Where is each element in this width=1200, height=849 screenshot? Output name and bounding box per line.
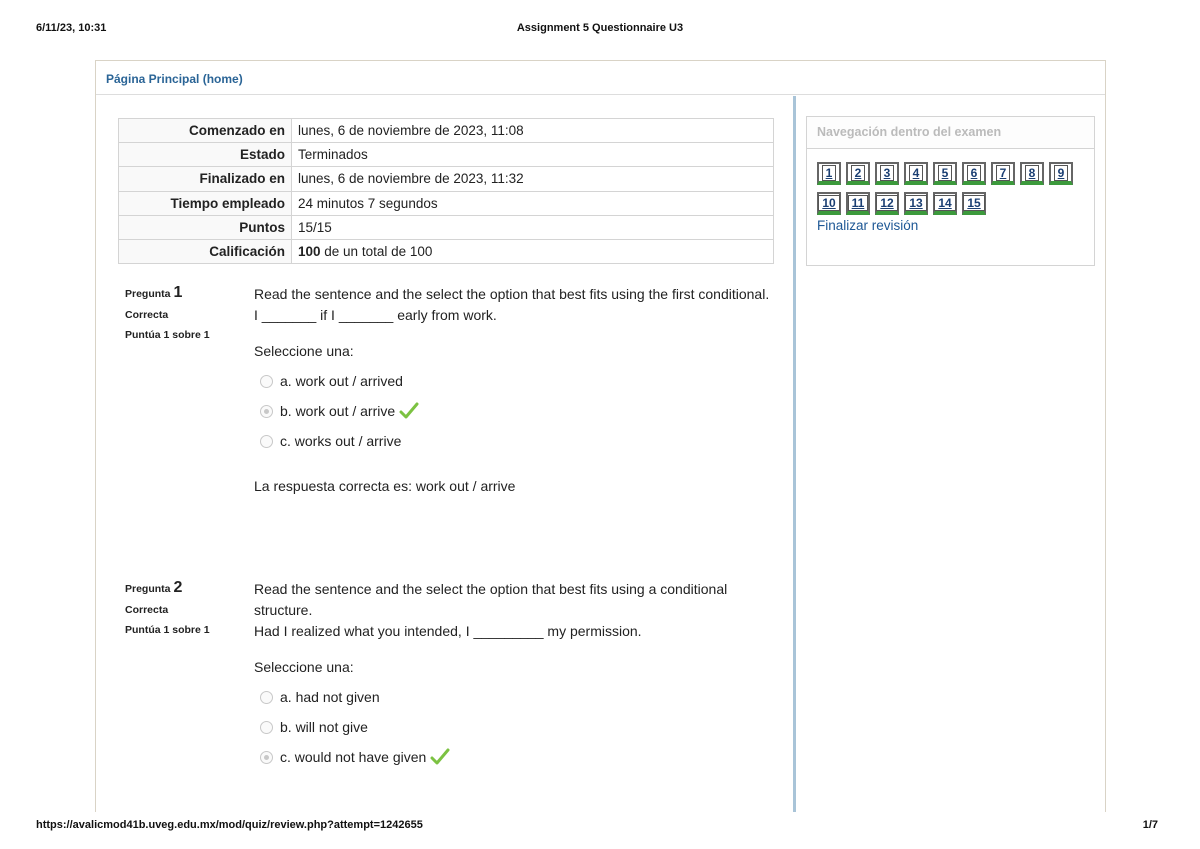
grade-value: 100 <box>298 244 321 260</box>
select-prompt: Seleccione una: <box>254 343 354 359</box>
answer-option-b[interactable] <box>254 712 774 742</box>
summary-row-points <box>119 215 774 239</box>
answer-label: a. work out / arrived <box>280 372 403 389</box>
navbar <box>96 61 1105 95</box>
print-document-title: Assignment 5 Questionnaire U3 <box>516 22 684 34</box>
quiz-navigation-block <box>806 116 1095 266</box>
quiz-nav-button[interactable]: 1 <box>817 162 841 185</box>
summary-label: Tiempo empleado <box>119 191 292 215</box>
summary-row-finished <box>119 167 774 191</box>
quiz-navigation-title: Navegación dentro del examen <box>807 117 1094 149</box>
radio-button-selected[interactable] <box>260 751 273 764</box>
answer-label: b. work out / arrive <box>280 402 396 419</box>
summary-value: 24 minutos 7 segundos <box>292 191 774 215</box>
summary-row-grade <box>119 239 774 263</box>
answer-options <box>254 366 774 456</box>
quiz-nav-button[interactable]: 13 <box>904 192 928 215</box>
print-datetime: 6/11/23, 10:31 <box>36 22 107 34</box>
question-sentence: I _______ if I _______ early from work. <box>254 307 497 323</box>
grade-total: de un total de 100 <box>320 244 433 260</box>
finish-review-link[interactable]: Finalizar revisión <box>817 218 919 233</box>
quiz-nav-button[interactable]: 8 <box>1020 162 1044 185</box>
question-text: Read the sentence and the select the option that best fits using a conditional structure. <box>254 581 728 618</box>
quiz-nav-button[interactable]: 4 <box>904 162 928 185</box>
quiz-nav-button[interactable]: 10 <box>817 192 841 215</box>
quiz-review-page <box>95 60 1106 812</box>
quiz-nav-button[interactable]: 5 <box>933 162 957 185</box>
answer-label: b. will not give <box>280 718 368 735</box>
summary-label: Finalizado en <box>119 167 292 191</box>
summary-row-started <box>119 119 774 143</box>
answer-option-a[interactable] <box>254 366 774 396</box>
question-grade: Puntúa 1 sobre 1 <box>125 329 210 341</box>
question-state: Correcta <box>125 604 169 616</box>
quiz-nav-button[interactable]: 2 <box>846 162 870 185</box>
correct-check-icon <box>430 748 450 766</box>
answer-option-a[interactable] <box>254 682 774 712</box>
correct-check-icon <box>399 402 419 420</box>
quiz-nav-button[interactable]: 7 <box>991 162 1015 185</box>
summary-value: 15/15 <box>292 215 774 239</box>
attempt-summary-table <box>118 118 774 264</box>
quiz-nav-button[interactable]: 14 <box>933 192 957 215</box>
question-info <box>125 579 245 636</box>
question-text: Read the sentence and the select the option that best fits using the first conditional. <box>254 286 770 302</box>
quiz-navigation-buttons <box>807 149 1082 222</box>
answer-option-b[interactable] <box>254 396 774 426</box>
answer-options <box>254 682 774 772</box>
home-link[interactable]: Página Principal (home) <box>106 72 243 86</box>
radio-button-selected[interactable] <box>260 405 273 418</box>
summary-value: lunes, 6 de noviembre de 2023, 11:08 <box>292 119 774 143</box>
question-number: 1 <box>173 284 183 301</box>
radio-button[interactable] <box>260 375 273 388</box>
summary-row-time-taken <box>119 191 774 215</box>
summary-value: lunes, 6 de noviembre de 2023, 11:32 <box>292 167 774 191</box>
question-number: 2 <box>173 579 183 596</box>
radio-button[interactable] <box>260 435 273 448</box>
quiz-nav-button[interactable]: 11 <box>846 192 870 215</box>
quiz-nav-button[interactable]: 6 <box>962 162 986 185</box>
summary-value: Terminados <box>292 143 774 167</box>
question-grade: Puntúa 1 sobre 1 <box>125 624 210 636</box>
question-label: Pregunta <box>125 288 171 300</box>
answer-option-c[interactable] <box>254 426 774 456</box>
question-content <box>254 284 774 497</box>
summary-label: Comenzado en <box>119 119 292 143</box>
question-content <box>254 579 774 772</box>
quiz-nav-button[interactable]: 3 <box>875 162 899 185</box>
radio-button[interactable] <box>260 691 273 704</box>
print-url: https://avalicmod41b.uveg.edu.mx/mod/quiz/review.php?attempt=1242655 <box>36 819 423 831</box>
question-sentence: Had I realized what you intended, I _________ my permission. <box>254 623 642 639</box>
correct-answer-feedback: La respuesta correcta es: work out / arrive <box>254 478 516 494</box>
quiz-nav-button[interactable]: 15 <box>962 192 986 215</box>
summary-label: Calificación <box>119 239 292 263</box>
answer-label: c. would not have given <box>280 748 427 765</box>
print-page-number: 1/7 <box>1142 819 1158 831</box>
summary-row-state <box>119 143 774 167</box>
quiz-nav-button[interactable]: 12 <box>875 192 899 215</box>
quiz-nav-button[interactable]: 9 <box>1049 162 1073 185</box>
sidebar-divider <box>793 96 796 812</box>
answer-option-c[interactable] <box>254 742 774 772</box>
question-info <box>125 284 245 341</box>
summary-label: Estado <box>119 143 292 167</box>
question-state: Correcta <box>125 309 169 321</box>
answer-label: a. had not given <box>280 688 380 705</box>
summary-label: Puntos <box>119 215 292 239</box>
select-prompt: Seleccione una: <box>254 659 354 675</box>
question-label: Pregunta <box>125 583 171 595</box>
radio-button[interactable] <box>260 721 273 734</box>
summary-value <box>292 239 774 263</box>
answer-label: c. works out / arrive <box>280 432 402 449</box>
